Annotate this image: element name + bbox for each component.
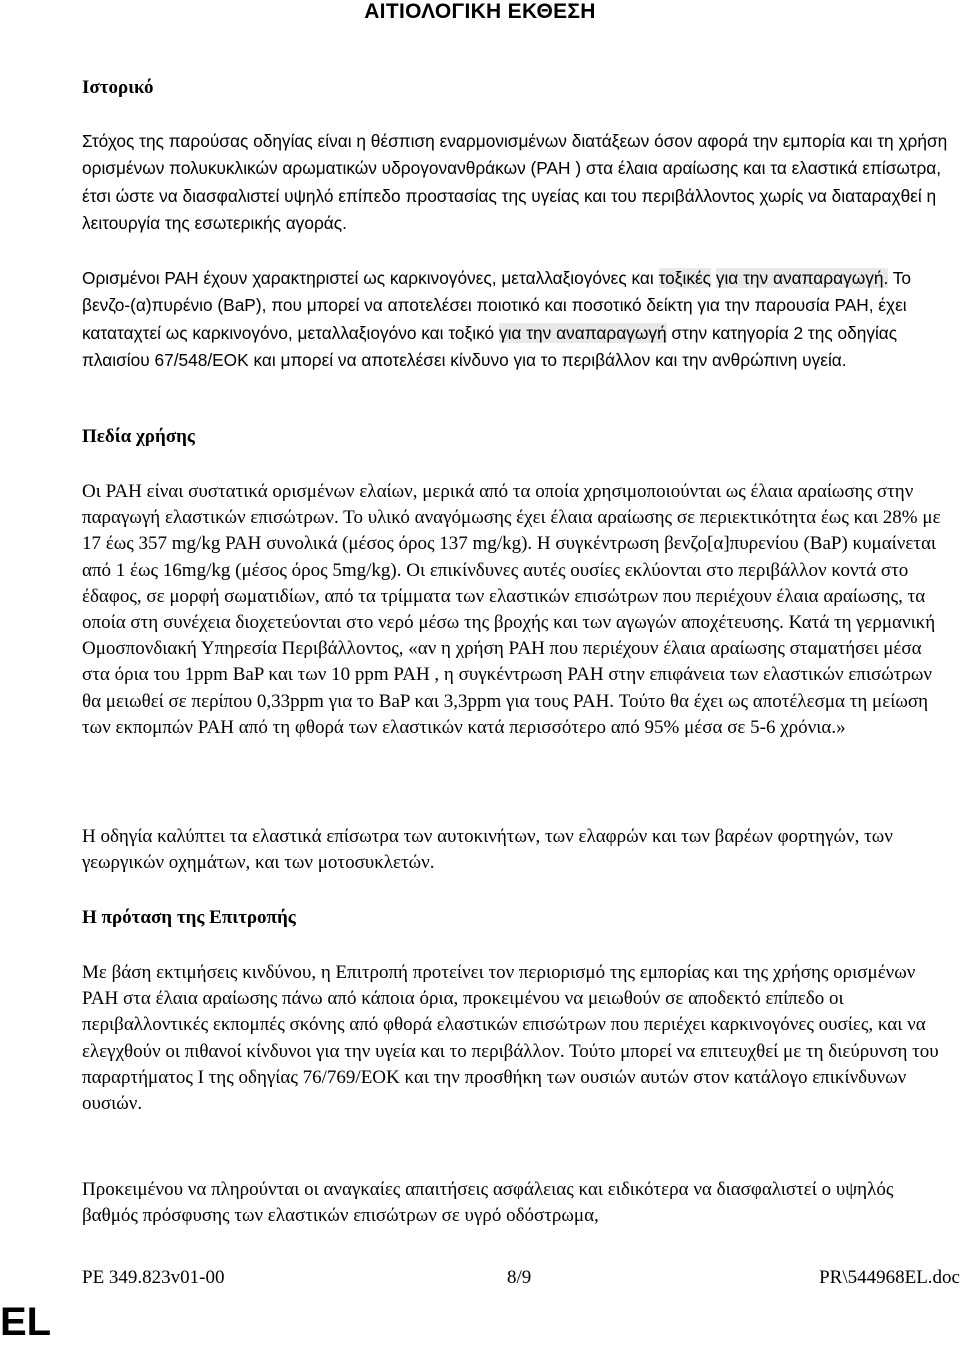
section-heading-proposal: Η πρόταση της Επιτροπής	[82, 907, 296, 928]
footer-file-name: PR\544968EL.doc	[819, 1267, 960, 1288]
background-paragraph-1: Στόχος της παρούσας οδηγίας είναι η θέσπιση εναρμονισμένων διατάξεων όσον αφορά την εμπορία και τη χρήση ορισμένων πολυκυκλικών αρωματικών υδρογονανθράκων (PAH ) στα έλαια αραίωσης και τα ελαστικά επίσωτρα, έτσι ώστε να διασφαλιστεί υψηλό επίπεδο προστασίας της υγείας και του περιβάλλοντος χωρίς να διαταραχθεί η λειτουργία της εσωτερικής αγοράς.	[82, 131, 948, 234]
footer-page-number: 8/9	[507, 1267, 532, 1288]
proposal-paragraph-2: Προκειμένου να πληρούνται οι αναγκαίες απαιτήσεις ασφάλειας και ειδικότερα να διασφαλιστεί ο υψηλός βαθμός πρόσφυσης των ελαστικών επισώτρων σε υγρό οδόστρωμα,	[82, 1179, 894, 1227]
section-heading-background: Ιστορικό	[82, 77, 154, 98]
scope-paragraph-1: Οι PAH είναι συστατικά ορισμένων ελαίων, μερικά από τα οποία χρησιμοποιούνται ως έλαια αραίωσης στην παραγωγή ελαστικών επισώτρων. Το υλικό αναγόμωσης έχει έλαια αραίωσης σε περιεκτικότητα έως και 28% με 17 έως 357 mg/kg PAH συνολικά (μέσος όρος 137 mg/kg). Η συγκέντρωση βενζο[α]πυρενίου (BaP) κυμαίνεται από 1 έως 16mg/kg (μέσος όρος 5mg/kg). Οι επικίνδυνες αυτές ουσίες εκλύονται στο περιβάλλον κοντά στο έδαφος, σε μορφή σωματιδίων, από τα τρίμματα των ελαστικών επισώτρων που περιέχουν έλαια αραίωσης, τα οποία στη συνέχεια διοχετεύονται στο νερό μέσω της βροχής και των αγωγών αποχέτευσης. Κατά τη γερμανική Ομοσπονδιακή Υπηρεσία Περιβάλλοντος, «αν η χρήση PAH που περιέχουν έλαια αραίωσης σταματήσει μέσα στα όρια του 1ppm BaP και των 10 ppm PAH , η συγκέντρωση PAH στην επιφάνεια των ελαστικών επισώτρων θα μειωθεί σε περίπου 0,33ppm για το BaP και 3,3ppm για τους PAH. Τούτο θα έχει ως αποτέλεσμα τη μείωση των εκπομπών PAH από τη φθορά των ελαστικών κατά περισσότερο από 95% μέσα σε 5-6 χρόνια.»	[82, 481, 941, 738]
language-code: EL	[0, 1300, 52, 1344]
highlighted-text: για την αναπαραγωγή	[498, 322, 667, 343]
footer-doc-reference: PE 349.823v01-00	[82, 1267, 225, 1288]
text-run: Το βενζο-(α)πυρένιο (BaP), που μπορεί να αποτελέσει ποιοτικό και ποσοτικό δείκτη για την παρουσία PAH, έχει καταταχτεί ως καρκινογόνο, μεταλλαξιογόνο και τοξικό	[82, 268, 912, 343]
section-heading-scope: Πεδία χρήσης	[82, 426, 195, 447]
page-title: ΑΙΤΙΟΛΟΓΙΚΗ ΕΚΘΕΣΗ	[364, 0, 596, 23]
proposal-paragraph-1: Με βάση εκτιμήσεις κινδύνου, η Επιτροπή προτείνει τον περιορισμό της εμπορίας και της χρήσης ορισμένων PAH στα έλαια αραίωσης πάνω από κάποια όρια, προκειμένου να μειωθούν σε αποδεκτό επίπεδο οι περιβαλλοντικές εκπομπές σκόνης από φθορά ελαστικών επισώτρων που περιέχει καρκινογόνες ουσίες, και να ελεγχθούν οι πιθανοί κίνδυνοι για την υγεία και το περιβάλλον. Τούτο μπορεί να επιτευχθεί με τη διεύρυνση του παραρτήματος I της οδηγίας 76/769/ΕΟΚ και την προσθήκη των ουσιών αυτών στον κατάλογο επικίνδυνων ουσιών.	[82, 962, 939, 1115]
background-paragraph-2	[82, 265, 952, 375]
highlighted-text: τοξικές	[658, 268, 712, 288]
highlighted-text: για την αναπαραγωγή.	[715, 268, 889, 288]
text-run: στην κατηγορία 2 της οδηγίας πλαισίου 67/548/ΕΟΚ και μπορεί να αποτελέσει κίνδυνο για το περιβάλλον και την ανθρώπινη υγεία.	[82, 322, 898, 371]
scope-paragraph-2: Η οδηγία καλύπτει τα ελαστικά επίσωτρα των αυτοκινήτων, των ελαφρών και των βαρέων φορτηγών, των γεωργικών οχημάτων, και των μοτοσυκλετών.	[82, 826, 893, 874]
text-run: Ορισμένοι PAH έχουν χαρακτηριστεί ως καρκινογόνες, μεταλλαξιογόνες και	[82, 268, 659, 288]
